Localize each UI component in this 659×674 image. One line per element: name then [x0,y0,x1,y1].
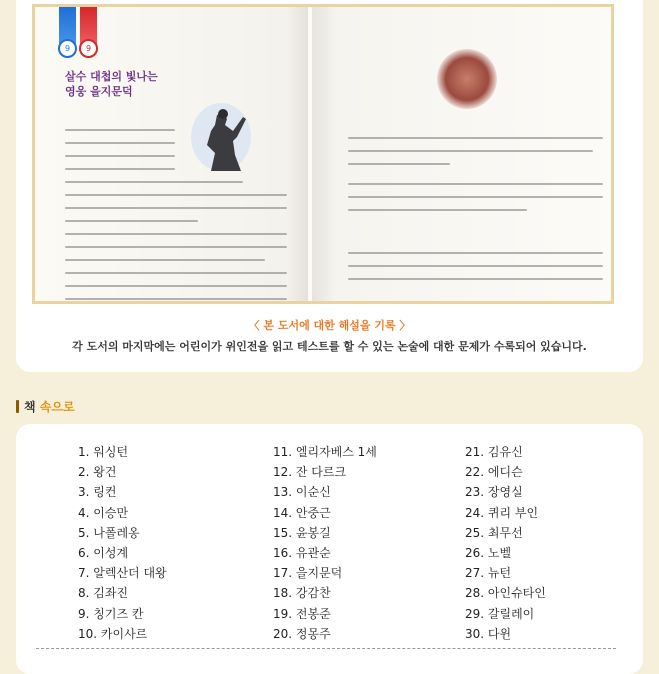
list-item: 7. 알렉산더 대왕 [78,566,167,581]
list-item: 1. 워싱턴 [78,445,129,459]
chapter-title: 살수 대첩의 빛나는 영웅 을지문덕 [65,70,158,98]
warrior-illustration [187,95,251,175]
section-marker-icon [16,400,19,413]
book-list-column-1 [78,444,167,646]
left-page [35,7,308,301]
list-item: 15. 윤봉길 [273,525,331,540]
list-item: 3. 링컨 [78,485,117,500]
list-item: 18. 강감찬 [273,586,331,601]
dotted-divider [36,648,616,649]
list-item: 27. 뉴턴 [465,566,512,581]
list-item: 14. 안중근 [273,505,331,520]
list-item: 22. 에디슨 [465,465,523,480]
series-badge-red: 9 [79,39,98,58]
list-item: 2. 왕건 [78,465,117,480]
preview-caption: 〈 본 도서에 대한 해설을 기록 〉 [248,319,411,332]
list-item: 24. 퀴리 부인 [465,505,539,520]
list-item: 8. 김좌진 [78,586,129,601]
section-title: 책 속으로 [16,398,75,415]
book-list-column-3 [465,444,546,646]
list-item: 12. 잔 다르크 [273,465,347,480]
list-item: 13. 이순신 [273,485,331,500]
list-item: 17. 을지문덕 [273,566,343,581]
left-page-text-top [65,129,175,181]
list-item: 10. 카이사르 [78,626,148,641]
list-item: 4. 이승만 [78,505,129,520]
list-item: 21. 김유신 [465,445,523,459]
list-item: 20. 정몽주 [273,626,331,641]
list-item: 26. 노벨 [465,545,512,560]
preview-description: 각 도서의 마지막에는 어린이가 위인전을 읽고 테스트를 할 수 있는 논술에 대한 문제가 수록되어 있습니다. [72,340,587,353]
book-list-column-2 [273,444,377,646]
list-item: 29. 갈릴레이 [465,606,535,621]
list-item: 23. 장영실 [465,485,523,500]
list-item: 25. 최무선 [465,525,523,540]
list-item: 19. 전봉준 [273,606,331,621]
series-badge-blue: 9 [58,39,77,58]
right-page-text-3 [348,252,603,291]
list-item: 9. 칭기즈 칸 [78,606,144,621]
list-item: 28. 아인슈타인 [465,586,546,601]
book-spread-image [32,4,614,304]
list-item: 30. 다윈 [465,626,512,641]
list-item: 6. 이성계 [78,545,129,560]
right-page-text-1 [348,137,603,176]
list-item: 11. 엘리자베스 1세 [273,445,377,459]
list-item: 5. 나폴레옹 [78,525,140,540]
right-page-text-2 [348,183,603,222]
left-page-text-body [65,181,287,301]
list-item: 16. 유관순 [273,545,331,560]
portrait-illustration [437,49,497,109]
